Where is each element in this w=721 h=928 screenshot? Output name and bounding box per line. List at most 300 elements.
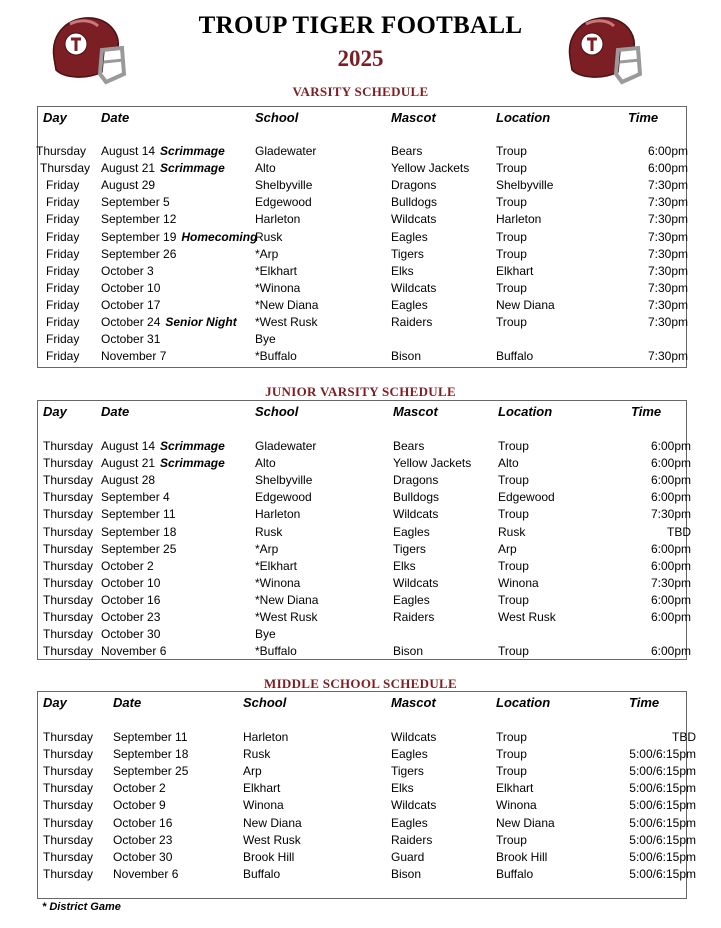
table-row xyxy=(38,212,686,229)
cell-time-text: 5:00/6:15pm xyxy=(629,747,696,762)
cell-day-text: Friday xyxy=(46,195,80,210)
cell-date-text: October 24 xyxy=(101,315,161,329)
cell-school xyxy=(243,781,280,795)
cell-time xyxy=(651,473,691,487)
cell-mascot-text: Tigers xyxy=(393,541,426,556)
cell-date xyxy=(101,144,225,158)
table-row xyxy=(38,866,696,884)
table-row xyxy=(38,247,686,264)
column-header-time: Time xyxy=(628,110,659,125)
cell-time-text: 6:00pm xyxy=(650,473,691,488)
cell-time xyxy=(629,747,696,761)
cell-date xyxy=(113,798,166,812)
cell-mascot xyxy=(393,644,423,658)
cell-mascot-text: Bulldogs xyxy=(391,195,438,210)
table-row xyxy=(38,473,691,490)
cell-date-text: October 2 xyxy=(101,558,154,573)
cell-mascot xyxy=(393,525,430,539)
cell-time xyxy=(648,247,688,261)
cell-day-text: Thursday xyxy=(43,575,94,590)
season-year: 2025 xyxy=(337,46,384,71)
cell-day xyxy=(43,610,93,624)
cell-time xyxy=(648,144,688,158)
cell-location xyxy=(498,542,517,556)
cell-time xyxy=(651,490,691,504)
cell-mascot-text: Bison xyxy=(393,644,424,659)
cell-day xyxy=(43,525,93,539)
cell-time xyxy=(648,230,688,244)
cell-time-text: 7:30pm xyxy=(650,575,691,590)
column-header-school: School xyxy=(255,404,299,419)
cell-school-text: Rusk xyxy=(255,524,283,539)
cell-date xyxy=(101,195,170,209)
cell-mascot-text: Bison xyxy=(391,349,422,364)
cell-school xyxy=(255,627,276,641)
jv-schedule-table xyxy=(37,400,691,660)
cell-school xyxy=(255,161,276,175)
cell-date xyxy=(101,542,176,556)
table-header xyxy=(38,110,686,127)
cell-location-text: New Diana xyxy=(496,815,555,830)
cell-date-text: September 11 xyxy=(113,730,188,744)
game-note: Homecoming xyxy=(181,229,258,244)
cell-time-text: 7:30pm xyxy=(647,280,688,295)
cell-date-text: September 12 xyxy=(101,212,177,227)
cell-location-text: Arp xyxy=(498,541,517,556)
cell-time-text: 7:30pm xyxy=(647,178,688,193)
cell-school-text: Bye xyxy=(255,627,276,642)
cell-mascot-text: Eagles xyxy=(393,524,430,539)
cell-time-text: 7:30pm xyxy=(647,297,688,312)
cell-date-text: October 31 xyxy=(101,332,161,347)
cell-time xyxy=(648,212,688,226)
cell-time xyxy=(648,349,688,363)
cell-mascot-text: Wildcats xyxy=(391,280,437,295)
cell-mascot-text: Eagles xyxy=(391,747,428,762)
cell-time-text: 6:00pm xyxy=(650,610,691,624)
cell-school xyxy=(255,349,297,363)
cell-time-text: 7:30pm xyxy=(647,212,688,227)
table-row xyxy=(38,161,686,178)
cell-location-text: West Rusk xyxy=(498,610,556,624)
footnote: * District Game xyxy=(42,901,121,913)
cell-date xyxy=(101,349,166,363)
table-row xyxy=(38,195,686,212)
column-header-date: Date xyxy=(101,404,130,419)
cell-date xyxy=(101,490,170,504)
game-note: Scrimmage xyxy=(160,161,225,176)
cell-day xyxy=(43,559,93,573)
varsity-schedule-title: VARSITY SCHEDULE xyxy=(292,84,429,99)
cell-school-text: *Buffalo xyxy=(255,349,297,364)
cell-day-text: Thursday xyxy=(43,439,94,453)
cell-location-text: Troup xyxy=(496,161,527,176)
column-header-location: Location xyxy=(496,110,551,125)
cell-time xyxy=(648,161,688,175)
cell-day xyxy=(43,456,93,470)
cell-location-text: Troup xyxy=(496,747,527,762)
cell-time xyxy=(667,525,691,539)
column-header-mascot: Mascot xyxy=(393,404,438,419)
table-row xyxy=(38,815,696,833)
cell-date-text: August 28 xyxy=(101,473,156,488)
cell-date xyxy=(101,298,160,312)
cell-school xyxy=(243,833,301,847)
cell-date-text: August 21 xyxy=(101,456,156,471)
cell-school xyxy=(255,610,317,624)
cell-date-text: October 3 xyxy=(101,263,154,278)
cell-day-text: Thursday xyxy=(43,558,94,573)
cell-mascot xyxy=(391,816,428,830)
table-row xyxy=(38,592,691,610)
cell-location xyxy=(498,490,555,504)
cell-date-text: August 14 xyxy=(101,144,156,158)
column-header-date: Date xyxy=(101,110,130,125)
cell-time-text: 7:30pm xyxy=(647,246,688,261)
cell-mascot-text: Wildcats xyxy=(391,212,437,227)
jv-schedule-title: JUNIOR VARSITY SCHEDULE xyxy=(265,384,456,399)
table-row xyxy=(38,315,686,332)
cell-date xyxy=(101,525,176,539)
cell-date-text: October 9 xyxy=(113,798,166,813)
cell-time-text: 6:00pm xyxy=(650,490,691,505)
cell-school-text: *Elkhart xyxy=(255,558,298,573)
cell-day xyxy=(46,332,79,346)
cell-time-text: 6:00pm xyxy=(650,644,691,659)
cell-date-text: September 4 xyxy=(101,490,170,505)
cell-day xyxy=(46,247,79,261)
cell-time-text: 5:00/6:15pm xyxy=(629,866,696,881)
cell-school-text: Gladewater xyxy=(255,144,317,158)
cell-day xyxy=(46,315,79,329)
cell-location xyxy=(496,349,533,363)
cell-school-text: *Winona xyxy=(255,575,301,590)
cell-school-text: Arp xyxy=(243,764,262,779)
cell-location-text: Troup xyxy=(498,644,529,659)
cell-day xyxy=(43,490,93,504)
cell-school xyxy=(243,798,284,812)
cell-date-text: September 26 xyxy=(101,246,177,261)
cell-time xyxy=(648,281,688,295)
cell-day xyxy=(43,593,93,607)
cell-mascot-text: Elks xyxy=(391,781,414,796)
cell-day xyxy=(43,747,93,761)
cell-school xyxy=(255,315,317,329)
cell-school xyxy=(243,867,280,881)
cell-date xyxy=(101,593,160,607)
cell-mascot-text: Yellow Jackets xyxy=(391,161,470,176)
cell-location xyxy=(496,315,527,329)
cell-location-text: Buffalo xyxy=(496,866,534,881)
cell-date xyxy=(101,507,176,521)
cell-date xyxy=(101,247,176,261)
cell-school xyxy=(255,298,318,312)
cell-time-text: 6:00pm xyxy=(647,144,688,158)
cell-location xyxy=(498,525,525,539)
table-row xyxy=(38,298,686,315)
cell-mascot xyxy=(393,610,434,624)
cell-date xyxy=(101,439,225,453)
cell-time xyxy=(651,456,691,470)
cell-day-text: Thursday xyxy=(43,849,94,864)
cell-location-text: Troup xyxy=(496,280,527,295)
cell-day-text: Thursday xyxy=(43,866,94,881)
cell-date-text: September 25 xyxy=(113,764,189,779)
cell-day xyxy=(43,473,93,487)
cell-location-text: Troup xyxy=(498,507,529,522)
cell-day-text: Friday xyxy=(46,332,80,347)
cell-date-text: October 16 xyxy=(113,815,173,830)
cell-date-text: October 10 xyxy=(101,575,161,590)
cell-mascot xyxy=(393,559,416,573)
cell-mascot xyxy=(391,867,421,881)
cell-day-text: Friday xyxy=(46,212,80,227)
cell-day-text: Friday xyxy=(46,315,80,329)
cell-location-text: Elkhart xyxy=(496,781,534,796)
cell-location xyxy=(496,247,527,261)
cell-school-text: Alto xyxy=(255,161,276,176)
middle-school-schedule-table xyxy=(37,691,696,899)
cell-day xyxy=(46,212,79,226)
cell-mascot-text: Bulldogs xyxy=(393,490,440,505)
cell-day-text: Thursday xyxy=(43,456,94,471)
cell-day xyxy=(46,264,79,278)
cell-date xyxy=(113,747,188,761)
cell-location-text: Edgewood xyxy=(498,490,555,505)
cell-time xyxy=(629,833,696,847)
cell-mascot xyxy=(391,349,421,363)
cell-mascot xyxy=(391,281,436,295)
cell-location-text: Troup xyxy=(496,144,527,158)
table-row xyxy=(38,490,691,507)
cell-date-text: September 11 xyxy=(101,507,176,522)
cell-mascot-text: Eagles xyxy=(391,229,428,244)
cell-mascot-text: Eagles xyxy=(391,815,428,830)
cell-mascot-text: Dragons xyxy=(391,178,437,193)
cell-date-text: August 21 xyxy=(101,161,156,176)
cell-time xyxy=(651,576,691,590)
cell-mascot xyxy=(391,161,469,175)
cell-time-text: 5:00/6:15pm xyxy=(629,798,696,813)
cell-date xyxy=(101,178,155,192)
table-header xyxy=(38,695,686,712)
cell-day xyxy=(43,627,93,641)
table-row xyxy=(38,781,696,798)
cell-day xyxy=(43,730,93,744)
cell-time xyxy=(648,298,688,312)
table-row xyxy=(38,575,691,593)
cell-mascot xyxy=(391,178,436,192)
cell-mascot xyxy=(391,798,436,812)
cell-mascot-text: Tigers xyxy=(391,246,424,261)
cell-mascot xyxy=(391,264,414,278)
cell-date-text: October 17 xyxy=(101,297,161,312)
cell-location-text: Elkhart xyxy=(496,263,534,278)
cell-mascot xyxy=(391,247,424,261)
cell-school-text: Winona xyxy=(243,798,284,813)
column-header-time: Time xyxy=(631,404,662,419)
cell-school xyxy=(255,507,300,521)
table-row xyxy=(38,349,686,366)
cell-school xyxy=(255,178,312,192)
cell-location xyxy=(496,747,527,761)
cell-mascot-text: Guard xyxy=(391,849,425,864)
cell-location-text: Harleton xyxy=(496,212,542,227)
cell-location xyxy=(496,798,537,812)
table-row xyxy=(38,439,691,456)
cell-time-text: 7:30pm xyxy=(647,229,688,244)
cell-day xyxy=(43,507,93,521)
cell-date xyxy=(113,867,178,881)
cell-school xyxy=(243,730,288,744)
cell-day xyxy=(43,644,93,658)
cell-school xyxy=(255,576,300,590)
cell-time-text: 7:30pm xyxy=(647,349,688,364)
cell-date xyxy=(101,212,176,226)
table-header xyxy=(38,404,686,421)
cell-mascot-text: Raiders xyxy=(391,832,433,847)
cell-location-text: Troup xyxy=(496,229,527,244)
cell-location xyxy=(496,212,541,226)
cell-time-text: 7:30pm xyxy=(647,263,688,278)
table-row xyxy=(38,730,696,747)
cell-school-text: Brook Hill xyxy=(243,849,295,864)
cell-location xyxy=(496,144,527,158)
cell-school xyxy=(255,525,282,539)
cell-time-text: 6:00pm xyxy=(650,541,691,556)
cell-date xyxy=(113,833,172,847)
cell-school-text: *West Rusk xyxy=(255,610,318,624)
cell-location-text: Troup xyxy=(496,764,527,779)
cell-time xyxy=(648,178,688,192)
cell-school-text: Harleton xyxy=(255,212,301,227)
cell-time xyxy=(651,559,691,573)
cell-mascot-text: Wildcats xyxy=(393,575,439,590)
cell-day-text: Friday xyxy=(46,349,80,364)
cell-day-text: Thursday xyxy=(43,507,94,522)
cell-location xyxy=(498,593,529,607)
cell-school-text: *Winona xyxy=(255,280,301,295)
cell-school xyxy=(255,593,318,607)
cell-time-text: 6:00pm xyxy=(650,558,691,573)
column-header-school: School xyxy=(243,695,287,710)
cell-mascot-text: Bears xyxy=(393,439,425,453)
cell-date-text: October 2 xyxy=(113,781,166,796)
cell-location xyxy=(496,264,533,278)
column-header-mascot: Mascot xyxy=(391,695,436,710)
cell-location xyxy=(496,730,527,744)
cell-mascot xyxy=(391,730,436,744)
cell-mascot-text: Raiders xyxy=(393,610,435,624)
cell-mascot xyxy=(391,298,428,312)
cell-location-text: Troup xyxy=(498,473,529,488)
cell-mascot xyxy=(391,833,432,847)
cell-location xyxy=(498,559,529,573)
cell-time xyxy=(629,850,696,864)
cell-day xyxy=(43,850,93,864)
cell-date xyxy=(113,764,188,778)
cell-day-text: Thursday xyxy=(43,592,94,607)
cell-school xyxy=(255,332,276,346)
cell-time xyxy=(629,867,696,881)
cell-school-text: New Diana xyxy=(243,815,302,830)
cell-location-text: New Diana xyxy=(496,297,555,312)
cell-mascot xyxy=(393,439,424,453)
cell-date xyxy=(113,850,172,864)
cell-day-text: Thursday xyxy=(43,764,94,779)
cell-date xyxy=(101,644,166,658)
table-row xyxy=(38,332,686,349)
cell-day xyxy=(46,178,79,192)
cell-day-text: Thursday xyxy=(40,161,91,176)
cell-date xyxy=(101,161,225,175)
cell-day xyxy=(43,542,93,556)
cell-time-text: 5:00/6:15pm xyxy=(629,764,696,779)
cell-date-text: August 14 xyxy=(101,439,156,453)
cell-time xyxy=(648,315,688,329)
column-header-location: Location xyxy=(498,404,553,419)
cell-location-text: Shelbyville xyxy=(496,178,554,193)
cell-date-text: October 23 xyxy=(113,832,173,847)
cell-school-text: Edgewood xyxy=(255,490,312,505)
cell-day-text: Thursday xyxy=(36,144,87,158)
cell-time-text: 5:00/6:15pm xyxy=(629,832,696,847)
cell-day xyxy=(43,816,93,830)
column-header-day: Day xyxy=(43,404,67,419)
cell-day xyxy=(40,161,90,175)
cell-date-text: November 7 xyxy=(101,349,167,364)
table-row xyxy=(38,144,686,161)
cell-school xyxy=(255,144,316,158)
cell-date-text: October 30 xyxy=(101,627,161,642)
table-row xyxy=(38,541,691,559)
cell-date-text: October 10 xyxy=(101,280,161,295)
cell-day xyxy=(43,781,93,795)
cell-location xyxy=(496,161,527,175)
cell-mascot xyxy=(391,315,432,329)
cell-location-text: Troup xyxy=(496,315,527,329)
cell-time-text: TBD xyxy=(672,730,696,744)
cell-day xyxy=(46,195,79,209)
cell-time-text: 5:00/6:15pm xyxy=(629,781,696,796)
cell-date xyxy=(113,730,188,744)
cell-location xyxy=(498,610,556,624)
cell-school xyxy=(255,264,297,278)
cell-time-text: 7:30pm xyxy=(650,507,691,522)
cell-date xyxy=(101,281,160,295)
cell-time-text: 5:00/6:15pm xyxy=(629,849,696,864)
cell-school-text: Elkhart xyxy=(243,781,281,796)
cell-time xyxy=(629,798,696,812)
cell-mascot xyxy=(393,507,438,521)
cell-school-text: West Rusk xyxy=(243,832,301,847)
table-row xyxy=(38,610,691,627)
column-header-mascot: Mascot xyxy=(391,110,436,125)
cell-location xyxy=(498,439,529,453)
cell-school-text: Harleton xyxy=(243,730,289,744)
middle-school-schedule-title: MIDDLE SCHOOL SCHEDULE xyxy=(264,676,457,691)
cell-time-text: 6:00pm xyxy=(647,161,688,176)
cell-school xyxy=(255,230,282,244)
cell-date-text: October 16 xyxy=(101,592,161,607)
cell-day xyxy=(46,281,79,295)
cell-day-text: Thursday xyxy=(43,490,94,505)
cell-time xyxy=(651,439,691,453)
cell-location-text: Rusk xyxy=(498,524,526,539)
cell-location-text: Troup xyxy=(498,592,529,607)
cell-time-text: 6:00pm xyxy=(650,592,691,607)
cell-day-text: Thursday xyxy=(43,541,94,556)
